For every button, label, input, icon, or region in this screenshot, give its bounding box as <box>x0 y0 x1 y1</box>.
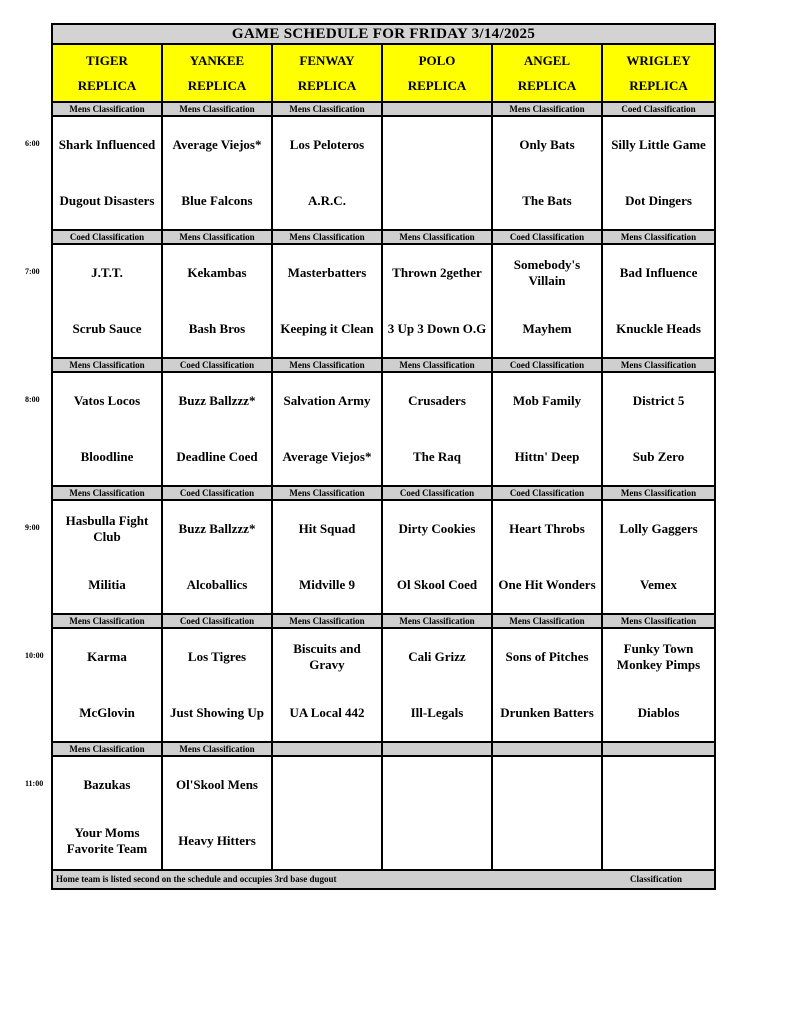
away-team <box>603 757 714 813</box>
game-cell <box>602 116 715 230</box>
game-cell <box>492 372 602 486</box>
away-team: Hasbulla Fight Club <box>65 513 149 544</box>
home-team: Knuckle Heads <box>616 321 701 336</box>
home-team: The Bats <box>522 193 572 208</box>
away-team: Crusaders <box>408 393 466 408</box>
away-team: Dirty Cookies <box>398 521 476 536</box>
classification-label: Mens Classification <box>162 742 272 756</box>
schedule-table <box>51 23 716 890</box>
away-team: Sons of Pitches <box>505 649 589 664</box>
game-cell <box>162 756 272 870</box>
classification-label <box>602 742 715 756</box>
away-team: Mob Family <box>512 393 582 408</box>
field-subtitle: REPLICA <box>77 78 137 93</box>
away-team: Los Peloteros <box>289 137 365 152</box>
classification-label: Mens Classification <box>492 102 602 116</box>
field-subtitle: REPLICA <box>187 78 247 93</box>
away-team: Kekambas <box>187 265 247 280</box>
classification-row <box>52 486 715 500</box>
away-team: Biscuits and Gravy <box>293 641 361 672</box>
classification-label: Coed Classification <box>382 486 492 500</box>
home-team: The Raq <box>412 449 462 464</box>
home-team: Sub Zero <box>632 449 685 464</box>
classification-label: Mens Classification <box>272 230 382 244</box>
field-subtitle: REPLICA <box>297 78 357 93</box>
time-label: 7:00 <box>25 267 40 276</box>
away-team <box>383 757 491 813</box>
schedule-title: GAME SCHEDULE FOR FRIDAY 3/14/2025 <box>52 24 715 44</box>
footer-classification-label: Classification <box>630 874 683 884</box>
game-cell <box>52 500 162 614</box>
classification-label: Mens Classification <box>162 230 272 244</box>
field-header-fenway <box>272 44 382 102</box>
classification-label: Mens Classification <box>602 486 715 500</box>
away-team <box>383 117 491 173</box>
away-team: Somebody's Villain <box>513 257 581 288</box>
away-team: Funky Town Monkey Pimps <box>616 641 701 672</box>
home-team: Average Viejos* <box>282 449 372 464</box>
field-name: TIGER <box>86 53 128 68</box>
away-team: Cali Grizz <box>408 649 466 664</box>
classification-label <box>272 742 382 756</box>
game-cell <box>162 500 272 614</box>
classification-label: Coed Classification <box>162 614 272 628</box>
game-cell <box>492 500 602 614</box>
home-team: Just Showing Up <box>170 705 264 720</box>
home-team: Your Moms Favorite Team <box>66 825 148 856</box>
game-cell <box>52 756 162 870</box>
home-team: Bloodline <box>80 449 134 464</box>
away-team: Lolly Gaggers <box>619 521 698 536</box>
classification-label: Mens Classification <box>272 102 382 116</box>
game-cell <box>272 756 382 870</box>
game-row <box>52 628 715 742</box>
game-cell <box>492 116 602 230</box>
away-team: Buzz Ballzzz* <box>178 393 256 408</box>
game-cell <box>602 372 715 486</box>
classification-label: Mens Classification <box>602 614 715 628</box>
classification-row <box>52 742 715 756</box>
game-cell <box>602 756 715 870</box>
classification-label: Mens Classification <box>382 358 492 372</box>
field-subtitle: REPLICA <box>407 78 467 93</box>
field-name: POLO <box>418 53 456 68</box>
home-team: Deadline Coed <box>176 449 258 464</box>
field-header-angel <box>492 44 602 102</box>
home-team: One Hit Wonders <box>498 577 596 592</box>
game-cell <box>272 116 382 230</box>
away-team: Masterbatters <box>287 265 367 280</box>
field-name: WRIGLEY <box>626 53 691 68</box>
home-team: McGlovin <box>79 705 135 720</box>
classification-row <box>52 614 715 628</box>
classification-label: Mens Classification <box>382 230 492 244</box>
classification-label: Coed Classification <box>52 230 162 244</box>
classification-label: Mens Classification <box>492 614 602 628</box>
game-row <box>52 372 715 486</box>
away-team: Shark Influenced <box>58 137 156 152</box>
away-team: Hit Squad <box>298 521 356 536</box>
home-team: Hittn' Deep <box>514 449 580 464</box>
classification-label: Coed Classification <box>162 486 272 500</box>
home-team: Militia <box>88 577 126 592</box>
away-team <box>273 757 381 813</box>
footer-row <box>52 870 715 889</box>
home-team: Diablos <box>637 705 680 720</box>
classification-label: Mens Classification <box>602 358 715 372</box>
game-cell <box>492 756 602 870</box>
game-row <box>52 500 715 614</box>
field-name: ANGEL <box>523 53 571 68</box>
classification-label: Mens Classification <box>52 742 162 756</box>
home-team <box>383 813 491 869</box>
home-team: Heavy Hitters <box>178 833 256 848</box>
classification-row <box>52 358 715 372</box>
away-team: Bazukas <box>83 777 131 792</box>
game-cell <box>52 244 162 358</box>
home-team: 3 Up 3 Down O.G <box>387 321 487 336</box>
game-cell <box>52 628 162 742</box>
game-cell <box>162 628 272 742</box>
game-cell <box>272 500 382 614</box>
home-team: Keeping it Clean <box>280 321 374 336</box>
classification-label: Mens Classification <box>272 358 382 372</box>
game-cell <box>382 372 492 486</box>
home-team: Midville 9 <box>299 577 355 592</box>
home-team: UA Local 442 <box>289 705 365 720</box>
game-cell <box>492 628 602 742</box>
time-label: 6:00 <box>25 139 40 148</box>
footer <box>52 870 715 889</box>
game-row <box>52 756 715 870</box>
away-team: Only Bats <box>519 137 575 152</box>
game-cell <box>382 116 492 230</box>
field-subtitle: REPLICA <box>629 78 688 93</box>
game-cell <box>52 116 162 230</box>
classification-label <box>382 742 492 756</box>
home-team <box>493 813 601 869</box>
game-cell <box>382 628 492 742</box>
classification-label: Mens Classification <box>602 230 715 244</box>
field-header-row <box>52 44 715 102</box>
classification-label: Coed Classification <box>602 102 715 116</box>
classification-label <box>492 742 602 756</box>
time-label: 8:00 <box>25 395 40 404</box>
classification-row <box>52 102 715 116</box>
home-team: Vemex <box>639 577 678 592</box>
classification-label: Coed Classification <box>492 358 602 372</box>
away-team: Karma <box>87 649 127 664</box>
field-subtitle: REPLICA <box>517 78 577 93</box>
away-team: Silly Little Game <box>611 137 706 152</box>
home-team-note: Home team is listed second on the schedule and occupies 3rd base dugout <box>56 874 337 884</box>
classification-label: Mens Classification <box>382 614 492 628</box>
home-team <box>603 813 714 869</box>
field-header-tiger <box>52 44 162 102</box>
time-label: 9:00 <box>25 523 40 532</box>
classification-label: Mens Classification <box>272 486 382 500</box>
game-cell <box>602 500 715 614</box>
game-cell <box>382 244 492 358</box>
away-team: Bad Influence <box>619 265 698 280</box>
classification-label: Mens Classification <box>52 102 162 116</box>
classification-label <box>382 102 492 116</box>
home-team: Alcoballics <box>186 577 248 592</box>
game-cell <box>272 372 382 486</box>
classification-label: Mens Classification <box>162 102 272 116</box>
home-team: Dot Dingers <box>625 193 692 208</box>
field-name: YANKEE <box>189 53 245 68</box>
home-team: Bash Bros <box>188 321 246 336</box>
game-cell <box>272 628 382 742</box>
game-cell <box>602 244 715 358</box>
time-label: 10:00 <box>25 651 44 660</box>
game-cell <box>272 244 382 358</box>
game-cell <box>162 116 272 230</box>
away-team: Heart Throbs <box>509 521 585 536</box>
classification-label: Mens Classification <box>272 614 382 628</box>
away-team: Ol'Skool Mens <box>176 777 258 792</box>
away-team <box>493 757 601 813</box>
game-cell <box>382 500 492 614</box>
game-cell <box>162 244 272 358</box>
home-team: A.R.C. <box>308 193 346 208</box>
classification-label: Mens Classification <box>52 614 162 628</box>
away-team: Thrown 2gether <box>392 265 482 280</box>
classification-label: Mens Classification <box>52 358 162 372</box>
home-team: Scrub Sauce <box>72 321 142 336</box>
away-team: Average Viejos* <box>172 137 262 152</box>
game-cell <box>382 756 492 870</box>
away-team: Salvation Army <box>283 393 371 408</box>
game-cell <box>52 372 162 486</box>
away-team: Los Tigres <box>187 649 247 664</box>
game-row <box>52 116 715 230</box>
game-row <box>52 244 715 358</box>
game-cell <box>602 628 715 742</box>
classification-label: Mens Classification <box>52 486 162 500</box>
title-row <box>52 24 715 44</box>
time-label: 11:00 <box>25 779 44 788</box>
classification-label: Coed Classification <box>492 230 602 244</box>
away-team: Buzz Ballzzz* <box>178 521 256 536</box>
classification-label: Coed Classification <box>492 486 602 500</box>
home-team: Dugout Disasters <box>59 193 155 208</box>
game-cell <box>492 244 602 358</box>
home-team <box>273 813 381 869</box>
home-team: Ill-Legals <box>410 705 464 720</box>
field-header-yankee <box>162 44 272 102</box>
home-team <box>383 173 491 229</box>
home-team: Blue Falcons <box>181 193 253 208</box>
field-header-wrigley <box>602 44 715 102</box>
home-team: Mayhem <box>522 321 572 336</box>
field-name: FENWAY <box>299 53 355 68</box>
game-cell <box>162 372 272 486</box>
classification-label: Coed Classification <box>162 358 272 372</box>
away-team: Vatos Locos <box>73 393 141 408</box>
home-team: Drunken Batters <box>500 705 594 720</box>
away-team: J.T.T. <box>91 265 123 280</box>
home-team: Ol Skool Coed <box>396 577 478 592</box>
away-team: District 5 <box>632 393 685 408</box>
classification-row <box>52 230 715 244</box>
field-header-polo <box>382 44 492 102</box>
